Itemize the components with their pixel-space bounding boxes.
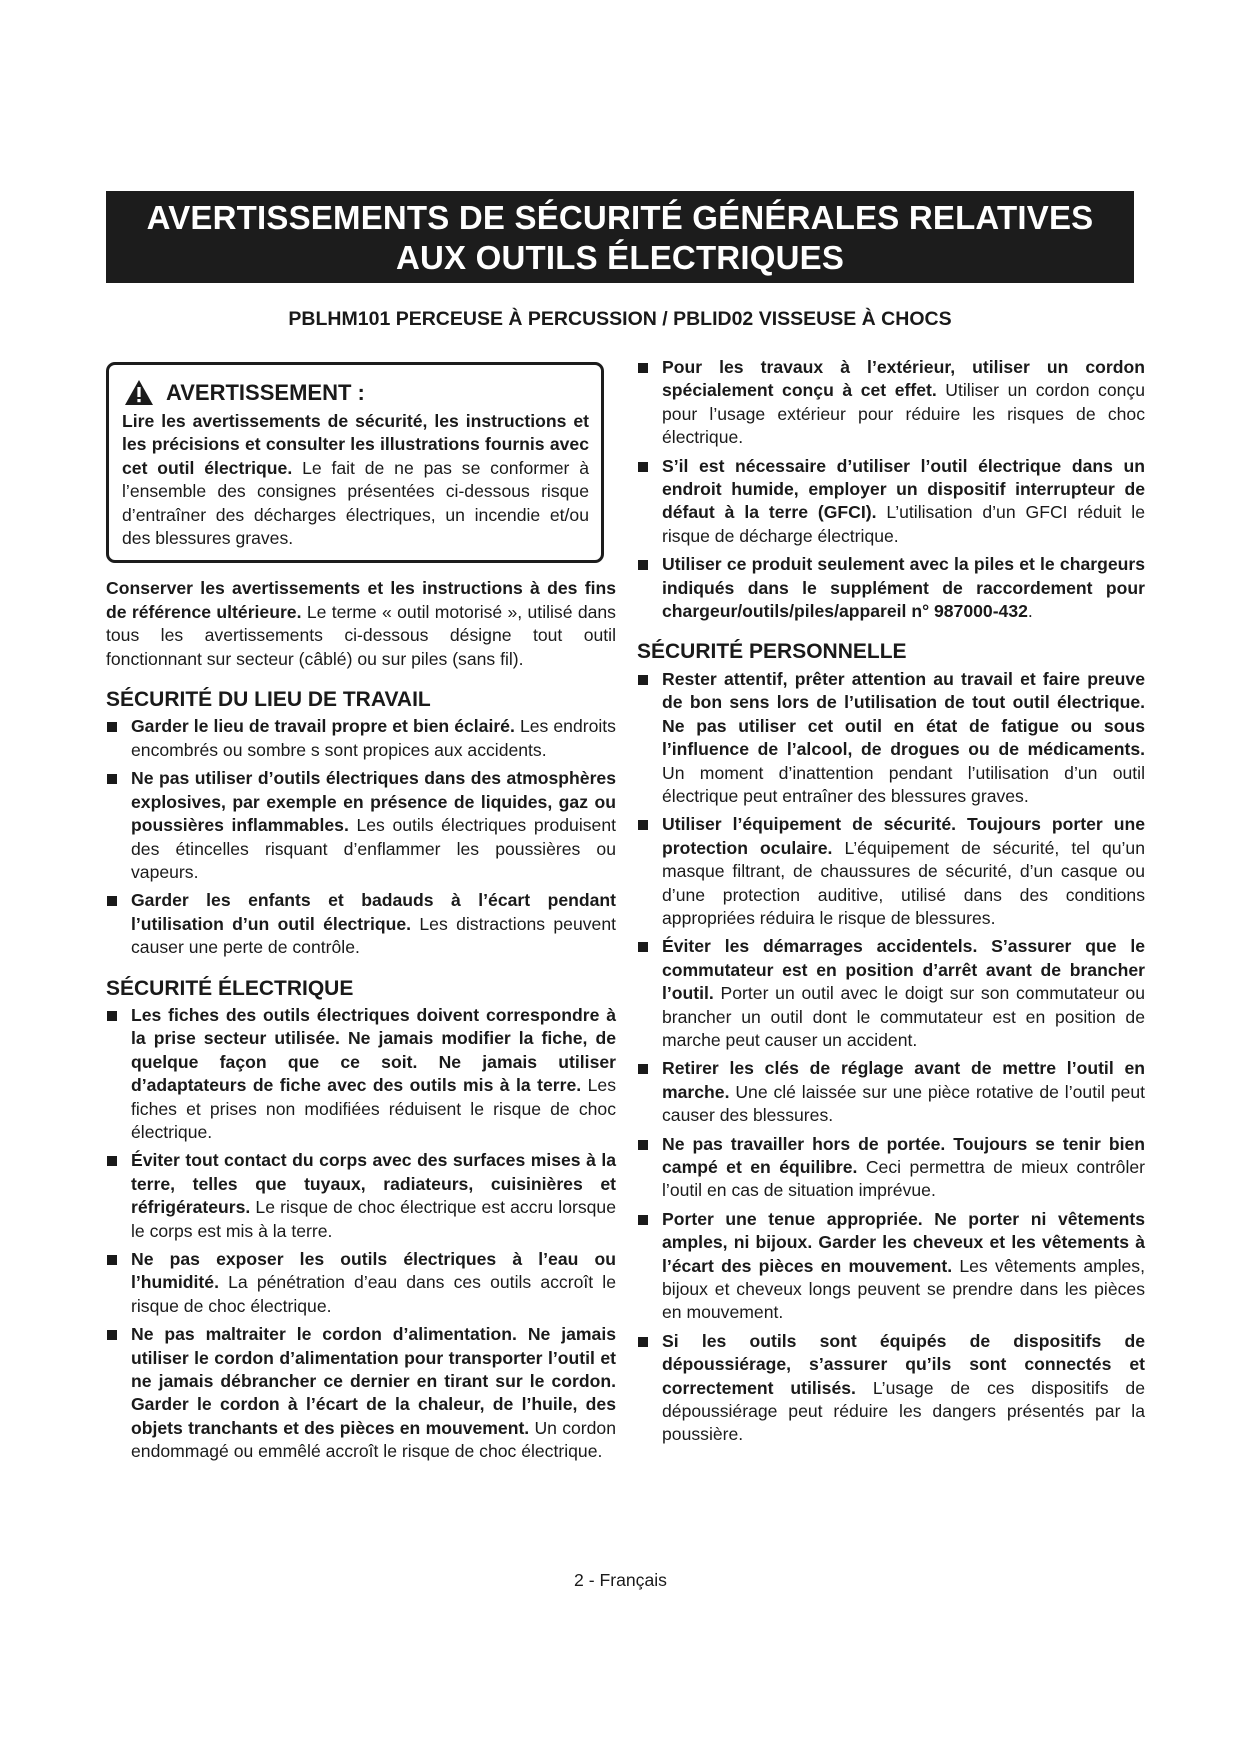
page-footer: 2 - Français bbox=[574, 1570, 667, 1590]
right-column bbox=[637, 356, 1145, 1452]
item-bold-text: Ne pas utiliser d’outils électriques dans des atmosphères explosives, par exemple en présence de liquides, gaz ou poussières inflammables. bbox=[131, 768, 616, 836]
list-item bbox=[637, 1330, 1145, 1447]
list-item bbox=[106, 1248, 616, 1318]
item-bold-text: S’il est nécessaire d’utiliser l’outil électrique dans un endroit humide, employer un dispositif interrupteur de défaut à la terre (GFCI). bbox=[662, 455, 1145, 523]
item-bold-text: Utiliser ce produit seulement avec la piles et le chargeurs indiqués dans le supplément de raccordement pour chargeur/outils/piles/appareil n° 987000-432 bbox=[662, 554, 1145, 622]
list-item bbox=[106, 1004, 616, 1144]
product-subtitle: PBLHM101 PERCEUSE À PERCUSSION / PBLID02 VISSEUSE À CHOCS bbox=[288, 308, 952, 330]
left-column bbox=[106, 362, 616, 1469]
list-item bbox=[637, 668, 1145, 808]
list-item bbox=[106, 767, 616, 884]
banner-line-2: AUX OUTILS ÉLECTRIQUES bbox=[395, 239, 845, 276]
bullet-square-icon bbox=[638, 560, 648, 570]
item-bold-text: Ne pas travailler hors de portée. Toujours se tenir bien campé et en équilibre. bbox=[662, 1133, 1145, 1177]
list-item bbox=[637, 1208, 1145, 1325]
item-body-text: Les outils électriques produisent des étincelles risquant d’enflammer les poussières ou vapeurs. bbox=[131, 815, 616, 882]
list-item bbox=[637, 935, 1145, 1052]
bullet-square-icon bbox=[107, 896, 117, 906]
bullet-square-icon bbox=[638, 1140, 648, 1150]
item-body-text: Une clé laissée sur une pièce rotative de l’outil peut causer des blessures. bbox=[662, 1081, 1145, 1126]
banner-line-1: AVERTISSEMENTS DE SÉCURITÉ GÉNÉRALES RELATIVES bbox=[146, 199, 1094, 236]
item-body-text: Porter un outil avec le doigt sur son commutateur ou brancher un outil dont le commutateur est en position de marche peut causer un accident. bbox=[662, 983, 1145, 1050]
item-body-text: Les endroits encombrés ou sombre s sont propices aux accidents. bbox=[131, 716, 616, 760]
warning-header bbox=[124, 379, 589, 406]
warning-box bbox=[106, 362, 604, 563]
bullet-square-icon bbox=[107, 1156, 117, 1166]
item-bold-text: Rester attentif, prêter attention au travail et faire preuve de bon sens lors de l’utilisation de tout outil électrique. Ne pas utiliser cet outil en état de fatigue ou sous l’influence de l’alcool, de drogues ou de médicaments. bbox=[662, 668, 1145, 760]
warning-bold-text: Lire les avertissements de sécurité, les instructions et les précisions et consulter les illustrations fournis avec cet outil électrique. bbox=[122, 411, 589, 478]
item-bold-text: Porter une tenue appropriée. Ne porter ni vêtements amples, ni bijoux. Garder les cheveux et les vêtements à l’écart des pièces en mouvement. bbox=[662, 1208, 1145, 1276]
list-item bbox=[637, 1133, 1145, 1203]
intro-bold-text: Conserver les avertissements et les instructions à des fins de référence ultérieure. bbox=[106, 578, 616, 622]
list-item bbox=[637, 553, 1145, 623]
item-body-text: Utiliser un cordon conçu pour l’usage extérieur pour réduire les risques de choc électrique. bbox=[662, 380, 1145, 448]
list-item bbox=[106, 889, 616, 959]
list-item bbox=[106, 1149, 616, 1243]
list-item bbox=[637, 356, 1145, 450]
bullet-square-icon bbox=[638, 675, 648, 685]
item-bold-text: Retirer les clés de réglage avant de mettre l’outil en marche. bbox=[662, 1058, 1145, 1102]
item-body-text: L’utilisation d’un GFCI réduit le risque de décharge électrique. bbox=[662, 502, 1145, 546]
list-item bbox=[637, 813, 1145, 930]
bullet-square-icon bbox=[107, 1011, 117, 1021]
item-body-text: L’usage de ces dispositifs de dépoussiérage peut réduire les dangers présentés par la poussière. bbox=[662, 1377, 1145, 1445]
bullet-square-icon bbox=[638, 1064, 648, 1074]
item-bold-text: Garder le lieu de travail propre et bien éclairé. bbox=[131, 716, 515, 737]
item-body-text: Un cordon endommagé ou emmêlé accroît le risque de choc électrique. bbox=[131, 1417, 617, 1462]
item-body-text: Les distractions peuvent causer une perte de contrôle. bbox=[131, 913, 616, 958]
intro-paragraph bbox=[106, 577, 616, 671]
item-body-text: L’équipement de sécurité, tel qu’un masque filtrant, de chaussures de sécurité, d’un casque ou d’une protection auditive, utilisé dans des conditions appropriées réduira le risque de blessures. bbox=[662, 837, 1145, 928]
list-item bbox=[637, 455, 1145, 549]
item-body-text: Les fiches et prises non modifiées réduisent le risque de choc électrique. bbox=[131, 1075, 616, 1142]
page-banner bbox=[106, 191, 1134, 283]
list-item bbox=[106, 1323, 616, 1463]
item-body-text: Le risque de choc électrique est accru lorsque le corps est mis à la terre. bbox=[131, 1197, 616, 1241]
bullet-square-icon bbox=[107, 774, 117, 784]
bullet-square-icon bbox=[638, 1337, 648, 1347]
bullet-square-icon bbox=[107, 722, 117, 732]
section-heading-electrical: SÉCURITÉ ÉLECTRIQUE bbox=[106, 976, 354, 1000]
bullet-square-icon bbox=[638, 462, 648, 472]
item-body-text: Ceci permettra de mieux contrôler l’outil en cas de situation imprévue. bbox=[662, 1157, 1145, 1201]
warning-text bbox=[122, 410, 589, 550]
warning-title: AVERTISSEMENT : bbox=[166, 379, 365, 405]
item-bold-text: Utiliser l’équipement de sécurité. Toujours porter une protection oculaire. bbox=[662, 814, 1145, 858]
bullet-square-icon bbox=[638, 1215, 648, 1225]
list-item bbox=[637, 1057, 1145, 1127]
warning-body-text: Le fait de ne pas se conformer à l’ensemble des consignes présentées ci-dessous risque d’entraîner des décharges électriques, un incendie et/ou des blessures graves. bbox=[122, 457, 589, 549]
item-body-text: La pénétration d’eau dans ces outils accroît le risque de choc électrique. bbox=[131, 1272, 616, 1316]
item-body-text: . bbox=[1027, 601, 1033, 622]
item-body-text: Un moment d’inattention pendant l’utilisation d’un outil électrique peut entraîner des blessures graves. bbox=[662, 762, 1145, 806]
bullet-square-icon bbox=[638, 942, 648, 952]
item-bold-text: Éviter les démarrages accidentels. S’assurer que le commutateur est en position d’arrêt avant de brancher l’outil. bbox=[662, 936, 1145, 1004]
warning-triangle-icon bbox=[124, 379, 154, 406]
item-bold-text: Éviter tout contact du corps avec des surfaces mises à la terre, telles que tuyaux, radiateurs, cuisinières et réfrigérateurs. bbox=[131, 1150, 616, 1218]
bullet-square-icon bbox=[638, 363, 648, 373]
section-heading-work-area: SÉCURITÉ DU LIEU DE TRAVAIL bbox=[106, 688, 431, 712]
electrical-list-continued bbox=[637, 356, 1145, 623]
item-bold-text: Ne pas maltraiter le cordon d’alimentation. Ne jamais utiliser le cordon d’alimentation pour transporter l’outil et ne jamais débrancher ce dernier en tirant sur le cordon. Garder le cordon à l’écart de la chaleur, de l’huile, des objets tranchants et des pièces en mouvement. bbox=[131, 1324, 616, 1438]
section-heading-personal: SÉCURITÉ PERSONNELLE bbox=[637, 640, 907, 664]
item-bold-text: Pour les travaux à l’extérieur, utiliser un cordon spécialement conçu à cet effet. bbox=[662, 357, 1145, 401]
item-bold-text: Garder les enfants et badauds à l’écart pendant l’utilisation d’un outil électrique. bbox=[131, 890, 616, 934]
bullet-square-icon bbox=[107, 1255, 117, 1265]
work-area-list bbox=[106, 715, 616, 959]
bullet-square-icon bbox=[638, 820, 648, 830]
item-body-text: Les vêtements amples, bijoux et cheveux longs peuvent se prendre dans les pièces en mouvement. bbox=[662, 1255, 1145, 1323]
intro-body-text: Le terme « outil motorisé », utilisé dans tous les avertissements ci-dessous désigne tout outil fonctionnant sur secteur (câblé) ou sur piles (sans fil). bbox=[106, 601, 616, 669]
item-bold-text: Les fiches des outils électriques doivent correspondre à la prise secteur utilisée. Ne jamais modifier la fiche, de quelque façon que ce soit. Ne jamais utiliser d’adaptateurs de fiche avec des outils mis à la terre. bbox=[131, 1004, 616, 1096]
item-bold-text: Si les outils sont équipés de dispositifs de dépoussiérage, s’assurer qu’ils sont connectés et correctement utilisés. bbox=[662, 1330, 1145, 1398]
bullet-square-icon bbox=[107, 1330, 117, 1340]
electrical-list bbox=[106, 1004, 616, 1464]
item-bold-text: Ne pas exposer les outils électriques à l’eau ou l’humidité. bbox=[131, 1249, 616, 1293]
list-item bbox=[106, 715, 616, 762]
personal-list bbox=[637, 668, 1145, 1447]
